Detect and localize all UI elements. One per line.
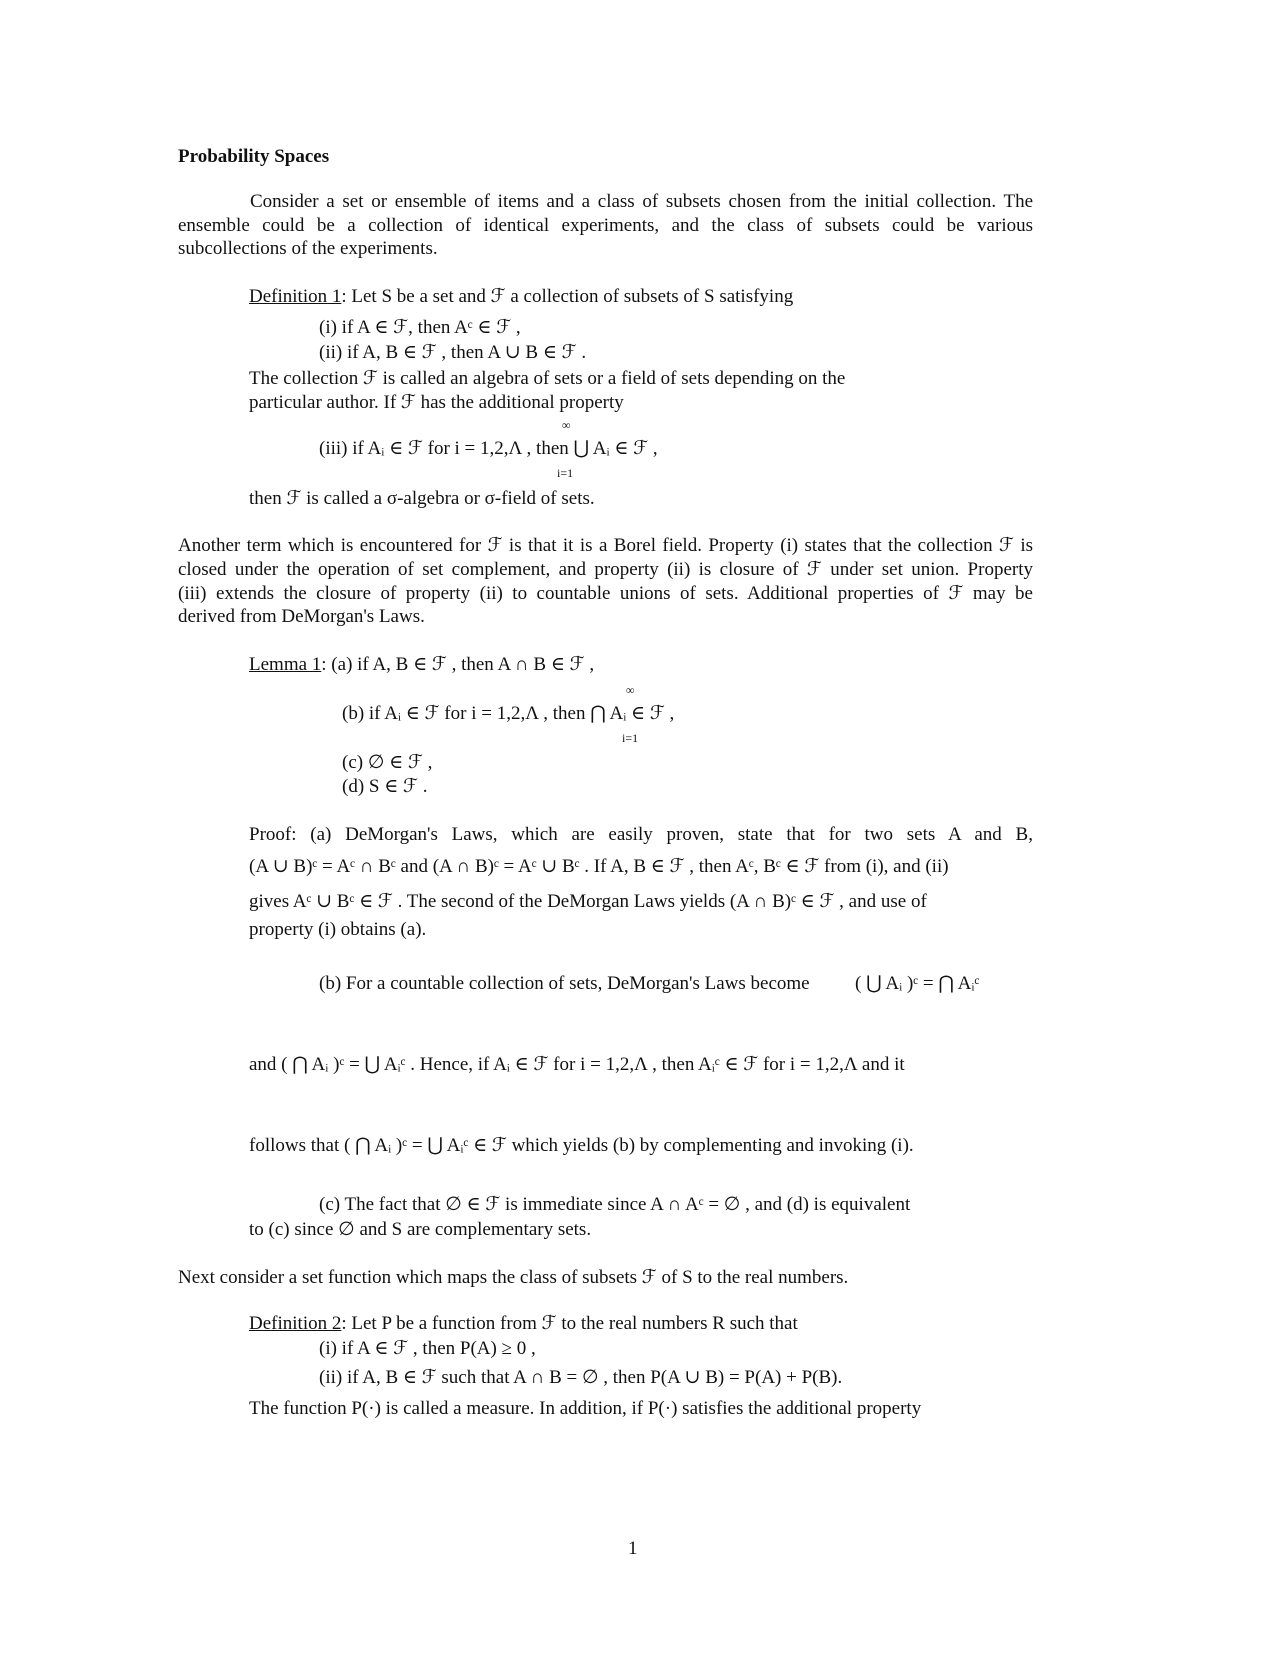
definition-2-item-i: (i) if A ∈ ℱ , then P(A) ≥ 0 , [319, 1338, 536, 1359]
proof-follows-line: follows that ( ⋂ Aᵢ )ᶜ = ⋃ Aᵢᶜ ∈ ℱ which yields (b) by complementing and invoking (i). [249, 1135, 914, 1156]
intersection-upper-limit: ∞ [626, 683, 635, 697]
intro-line-2: ensemble could be a collection of identical experiments, and the class of subsets could be various [178, 215, 1033, 236]
definition-2-lead: : Let P be a function from ℱ to the real numbers R such that [341, 1313, 798, 1334]
proof-b-text: (b) For a countable collection of sets, DeMorgan's Laws become [319, 973, 810, 994]
para-2-line-2: closed under the operation of set complement, and property (ii) is closure of ℱ under set union. Property [178, 559, 1033, 580]
intersection-lower-limit: i=1 [622, 731, 639, 745]
proof-c-line-2: to (c) since ∅ and S are complementary sets. [249, 1219, 592, 1240]
definition-2-label: Definition 2 [249, 1313, 342, 1334]
proof-line-1: Proof: (a) DeMorgan's Laws, which are easily proven, state that for two sets A and B, [249, 824, 1033, 845]
intro-line-3: subcollections of the experiments. [178, 238, 438, 259]
proof-line-4: property (i) obtains (a). [249, 919, 427, 940]
lemma-1-d: (d) S ∈ ℱ . [342, 776, 428, 797]
proof-and-line: and ( ⋂ Aᵢ )ᶜ = ⋃ Aᵢᶜ . Hence, if Aᵢ ∈ ℱ for i = 1,2,Λ , then Aᵢᶜ ∈ ℱ for i = 1,2,Λ and it [249, 1054, 905, 1075]
proof-line-2: (A ∪ B)ᶜ = Aᶜ ∩ Bᶜ and (A ∩ B)ᶜ = Aᶜ ∪ Bᶜ . If A, B ∈ ℱ , then Aᶜ, Bᶜ ∈ ℱ from (i), and (ii) [249, 856, 949, 877]
definition-1-closing: then ℱ is called a σ-algebra or σ-field of sets. [249, 488, 595, 509]
lemma-1-a: : (a) if A, B ∈ ℱ , then A ∩ B ∈ ℱ , [321, 654, 595, 675]
page-number: 1 [628, 1538, 638, 1559]
lemma-1-b: (b) if Aᵢ ∈ ℱ for i = 1,2,Λ , then ⋂ Aᵢ ∈ ℱ , [342, 703, 675, 724]
definition-1-item-ii: (ii) if A, B ∈ ℱ , then A ∪ B ∈ ℱ . [319, 342, 587, 363]
section-title: Probability Spaces [178, 146, 330, 167]
lemma-1-c: (c) ∅ ∈ ℱ , [342, 752, 433, 773]
definition-2-heading [249, 1312, 798, 1336]
proof-c-line-1: (c) The fact that ∅ ∈ ℱ is immediate since A ∩ Aᶜ = ∅ , and (d) is equivalent [319, 1194, 911, 1215]
definition-1-label: Definition 1 [249, 286, 342, 307]
definition-1-lead: : Let S be a set and ℱ a collection of subsets of S satisfying [341, 286, 794, 307]
definition-2-item-ii: (ii) if A, B ∈ ℱ such that A ∩ B = ∅ , then P(A ∪ B) = P(A) + P(B). [319, 1367, 843, 1388]
definition-1-text-1: The collection ℱ is called an algebra of sets or a field of sets depending on the [249, 368, 846, 389]
para-3: Next consider a set function which maps the class of subsets ℱ of S to the real numbers. [178, 1267, 849, 1288]
union-lower-limit: i=1 [557, 466, 574, 480]
para-2-line-3: (iii) extends the closure of property (ii) to countable unions of sets. Additional properties of ℱ may be [178, 583, 1033, 604]
lemma-1-heading [249, 653, 594, 677]
demorgan-countable-formula: ( ⋃ Aᵢ )ᶜ = ⋂ Aᵢᶜ [855, 973, 980, 994]
definition-1-item-i: (i) if A ∈ ℱ, then Aᶜ ∈ ℱ , [319, 317, 521, 338]
union-upper-limit: ∞ [562, 418, 571, 432]
definition-1-text-2: particular author. If ℱ has the additional property [249, 392, 624, 413]
para-2-line-4: derived from DeMorgan's Laws. [178, 606, 425, 627]
definition-1-heading [249, 285, 793, 309]
definition-1-item-iii: (iii) if Aᵢ ∈ ℱ for i = 1,2,Λ , then ⋃ Aᵢ ∈ ℱ , [319, 438, 658, 459]
intro-line-1: Consider a set or ensemble of items and a class of subsets chosen from the initial collection. The [250, 191, 1033, 212]
lemma-1-label: Lemma 1 [249, 654, 322, 675]
para-2-line-1: Another term which is encountered for ℱ is that it is a Borel field. Property (i) states that the collection ℱ is [178, 535, 1033, 556]
definition-2-closing: The function P(·) is called a measure. In addition, if P(·) satisfies the additional property [249, 1398, 922, 1419]
proof-line-3: gives Aᶜ ∪ Bᶜ ∈ ℱ . The second of the DeMorgan Laws yields (A ∩ B)ᶜ ∈ ℱ , and use of [249, 891, 927, 912]
